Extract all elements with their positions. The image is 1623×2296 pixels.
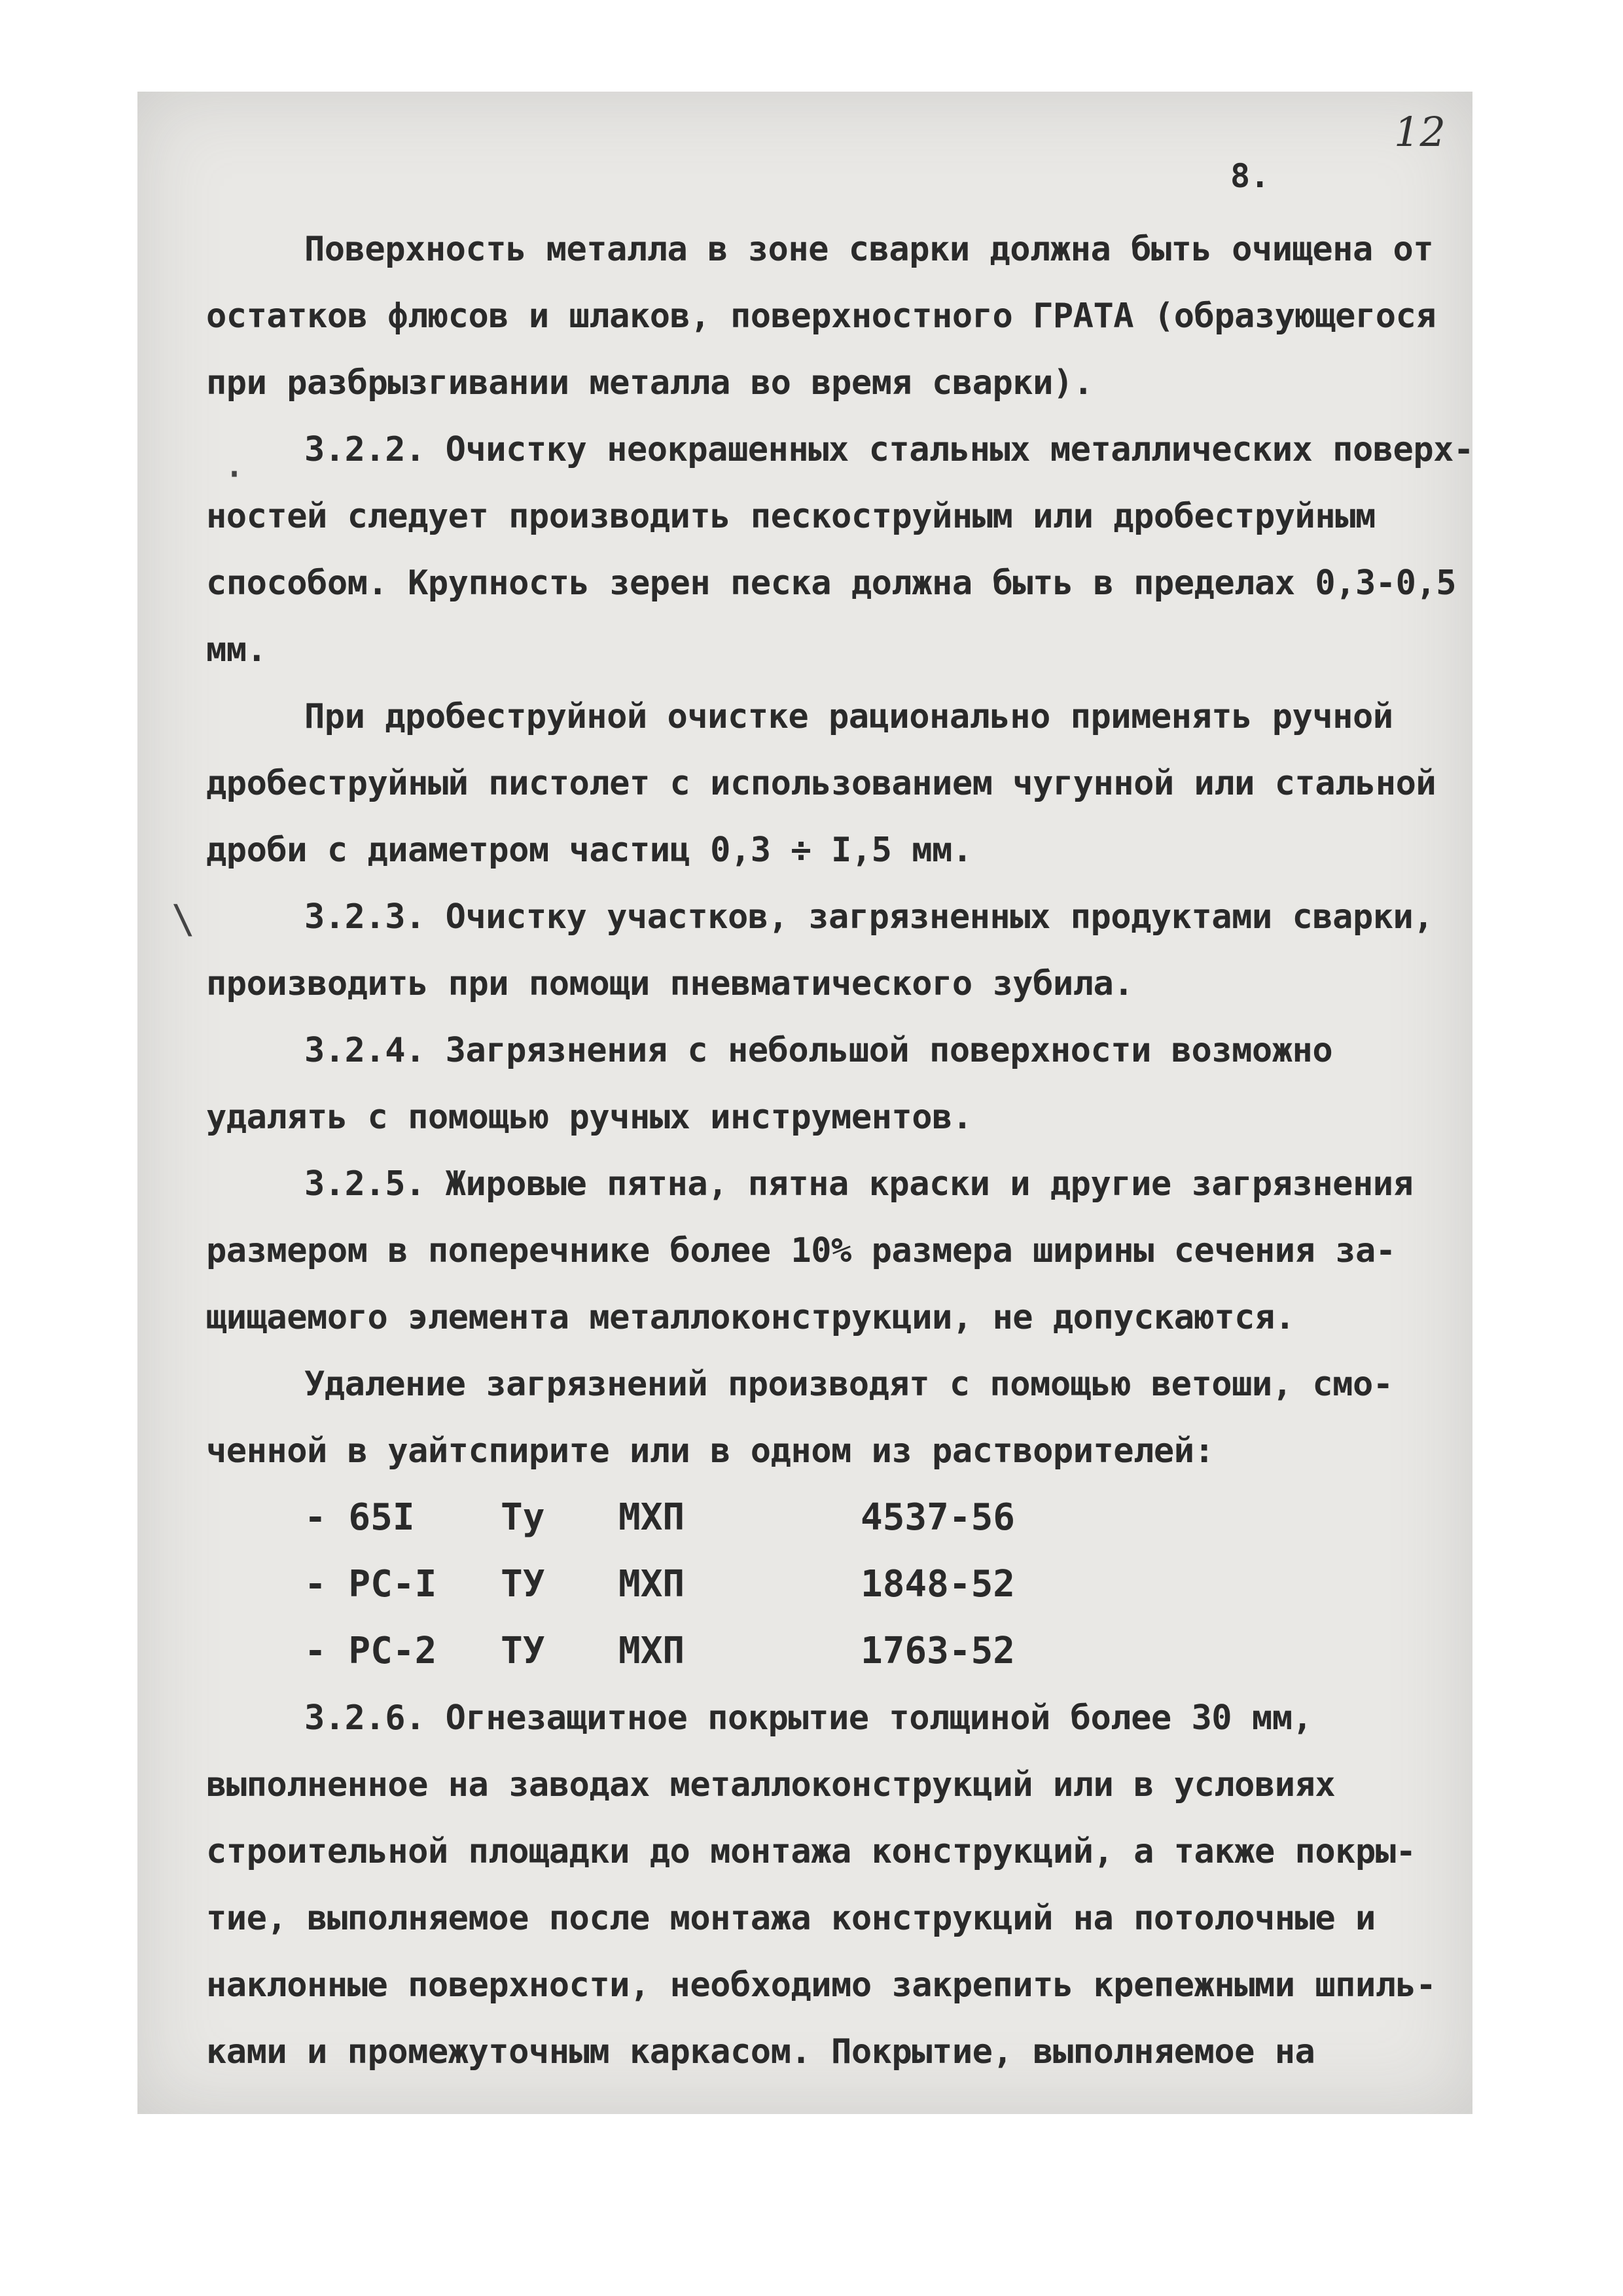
text-line: При дробеструйной очистке рационально применять ручной [304,697,1393,736]
stray-dot: · [223,452,247,497]
solvent-standard: Ту [501,1496,545,1539]
table-row [304,1551,1450,1618]
text-line: ками и промежуточным каркасом. Покрытие, выполняемое на [206,2032,1315,2072]
text-line: дроби с диаметром частиц 0,3 ÷ I,5 мм. [206,831,972,870]
text-line: 3.2.2. Очистку неокрашенных стальных металлических поверх- [304,430,1474,469]
text-line: 3.2.3. Очистку участков, загрязненных продуктами сварки, [304,897,1434,937]
text-line: строительной площадки до монтажа конструкций, а также покры- [206,1832,1416,1871]
text-line: размером в поперечнике более 10% размера ширины сечения за- [206,1231,1396,1270]
solvent-standard: ТУ [501,1630,545,1672]
solvent-org: МХП [618,1563,685,1605]
solvent-name: - РС-I [304,1563,437,1605]
text-line: способом. Крупность зерен песка должна быть в пределах 0,3-0,5 [206,564,1457,603]
text-line: тие, выполняемое после монтажа конструкций на потолочные и [206,1899,1376,1938]
text-line: 3.2.6. Огнезащитное покрытие толщиной более 30 мм, [304,1698,1313,1738]
handwritten-page-number: 12 [1394,108,1446,156]
text-line: щищаемого элемента металлоконструкции, не допускаются. [206,1298,1295,1337]
text-line: 3.2.5. Жировые пятна, пятна краски и другие загрязнения [304,1164,1414,1204]
text-line: при разбрызгивании металла во время сварки). [206,363,1094,403]
text-line: Поверхность металла в зоне сварки должна быть очищена от [304,230,1434,269]
stray-backslash-mark: \ [171,897,196,942]
solvent-name: - РС-2 [304,1630,437,1672]
text-line: производить при помощи пневматического зубила. [206,964,1134,1003]
solvent-name: - 65I [304,1496,415,1539]
text-line: ченной в уайтспирите или в одном из растворителей: [206,1431,1215,1471]
solvent-standard: ТУ [501,1563,545,1605]
solvent-number: 4537-56 [861,1496,1016,1539]
text-line: наклонные поверхности, необходимо закрепить крепежными шпиль- [206,1965,1436,2005]
solvent-org: МХП [618,1630,685,1672]
text-line: 3.2.4. Загрязнения с небольшой поверхности возможно [304,1031,1333,1070]
text-line: остатков флюсов и шлаков, поверхностного ГРАТА (образующегося [206,296,1436,336]
solvent-number: 1848-52 [861,1563,1016,1605]
document-body [206,216,1474,2085]
text-line: выполненное на заводах металлоконструкций или в условиях [206,1765,1336,1804]
solvent-org: МХП [618,1496,685,1539]
table-row [304,1484,1450,1551]
text-line: удалять с помощью ручных инструментов. [206,1098,972,1137]
text-line: ностей следует производить пескоструйным или дробеструйным [206,497,1376,536]
text-line: дробеструйный пистолет с использованием чугунной или стальной [206,764,1436,803]
text-line: Удаление загрязнений производят с помощью ветоши, смо- [304,1365,1393,1404]
table-row [304,1618,1450,1685]
text-line: мм. [206,630,267,670]
solvent-table [206,1484,1450,1685]
solvent-number: 1763-52 [861,1630,1016,1672]
page-number: 8. [1230,157,1270,195]
